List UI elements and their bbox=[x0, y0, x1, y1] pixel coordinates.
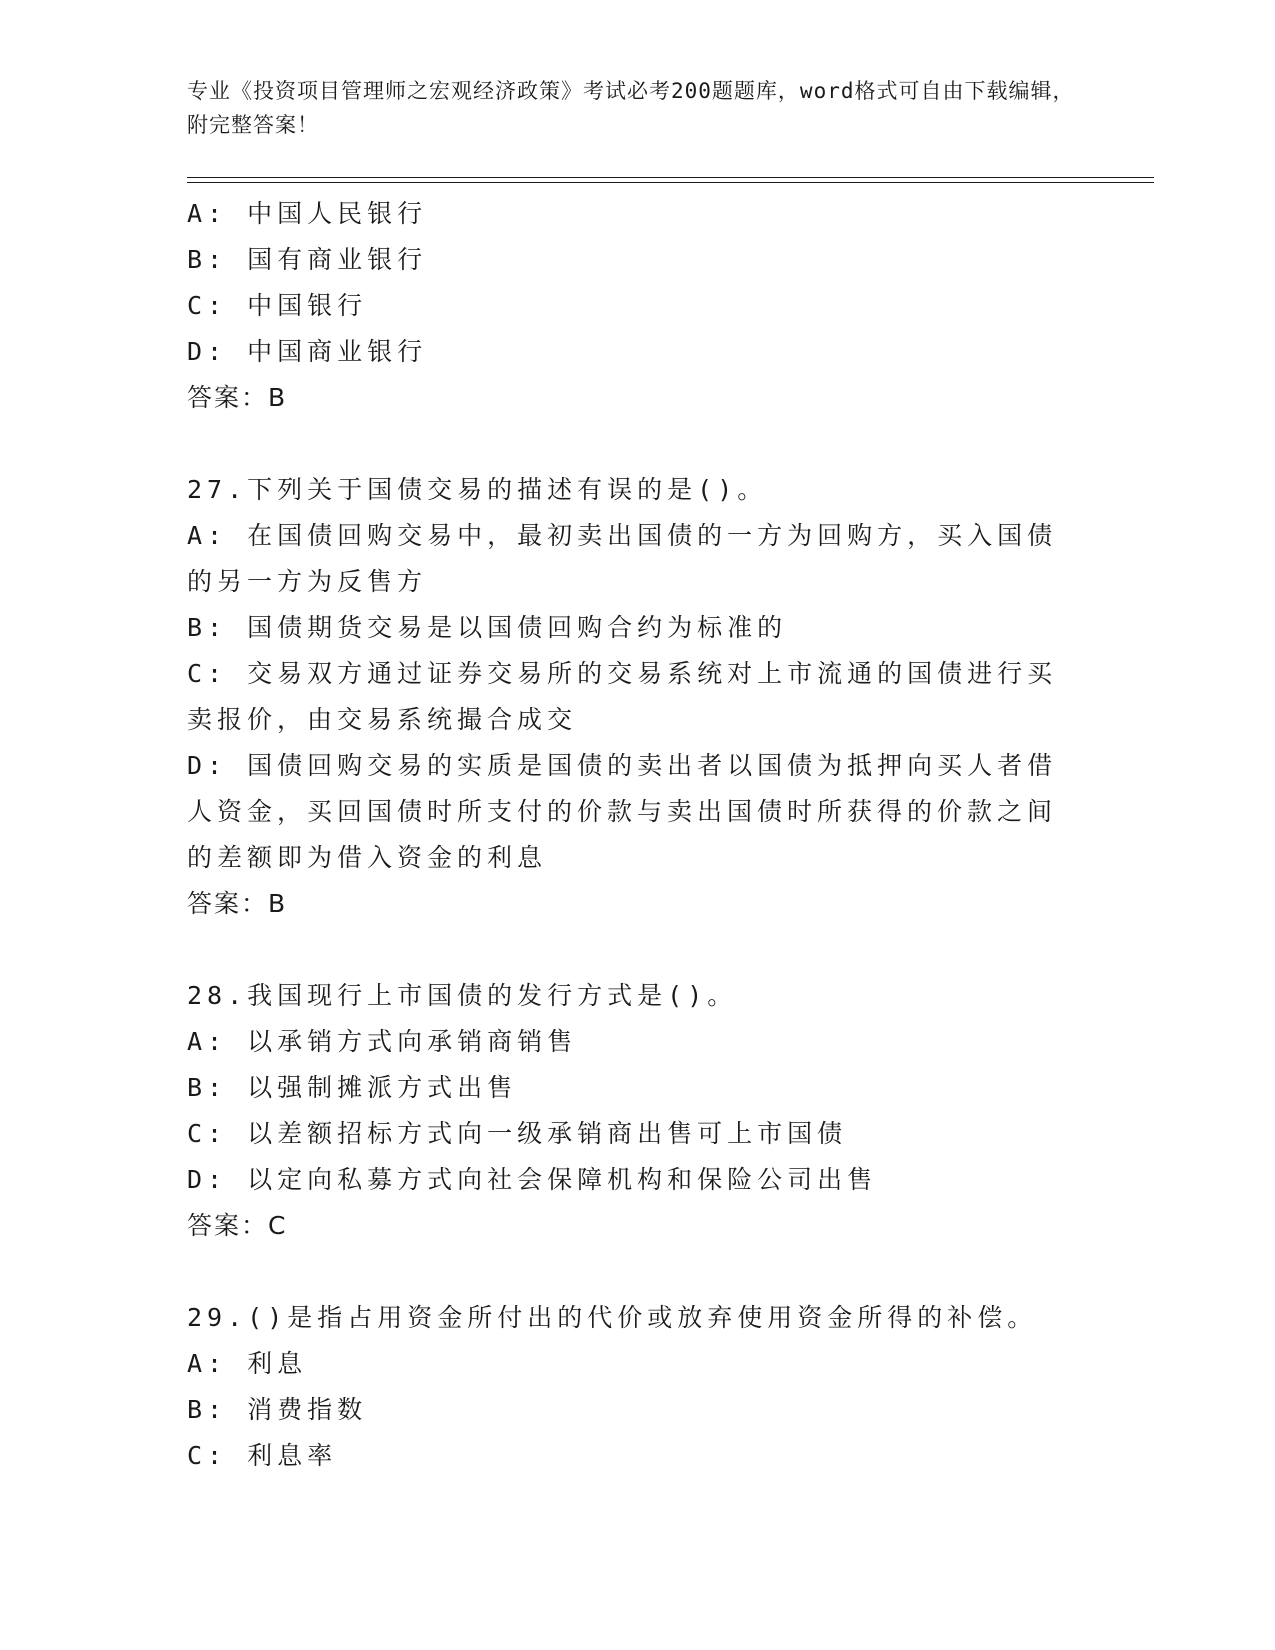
header-rule-top bbox=[187, 177, 1154, 178]
header-rule-bottom bbox=[187, 182, 1154, 183]
question-block-29 bbox=[187, 1295, 1087, 1479]
question-block-26 bbox=[187, 191, 1087, 421]
option-b: B: 消费指数 bbox=[187, 1395, 368, 1424]
option-b: B: 国债期货交易是以国债回购合约为标准的 bbox=[187, 613, 788, 642]
answer-line: 答案：B bbox=[187, 383, 288, 412]
document-header: 专业《投资项目管理师之宏观经济政策》考试必考200题题库，word格式可自由下载编辑，附完整答案！ bbox=[187, 79, 1075, 137]
option-a: A: 在国债回购交易中，最初卖出国债的一方为回购方，买入国债的另一方为反售方 bbox=[187, 521, 1058, 596]
option-a: A: 利息 bbox=[187, 1349, 308, 1378]
question-block-28 bbox=[187, 973, 1087, 1249]
question-list bbox=[187, 191, 1087, 1479]
option-c: C: 中国银行 bbox=[187, 291, 368, 320]
question-text: 27.下列关于国债交易的描述有误的是()。 bbox=[187, 475, 768, 504]
option-c: C: 以差额招标方式向一级承销商出售可上市国债 bbox=[187, 1119, 848, 1148]
answer-line: 答案：C bbox=[187, 1211, 288, 1240]
answer-line: 答案：B bbox=[187, 889, 288, 918]
question-block-27 bbox=[187, 467, 1087, 927]
option-a: A: 中国人民银行 bbox=[187, 199, 428, 228]
block-spacer bbox=[187, 1249, 1087, 1295]
option-b: B: 以强制摊派方式出售 bbox=[187, 1073, 518, 1102]
option-c: C: 交易双方通过证券交易所的交易系统对上市流通的国债进行买卖报价，由交易系统撮合成交 bbox=[187, 659, 1058, 734]
question-text: 28.我国现行上市国债的发行方式是()。 bbox=[187, 981, 738, 1010]
option-d: D: 以定向私募方式向社会保障机构和保险公司出售 bbox=[187, 1165, 878, 1194]
block-spacer bbox=[187, 927, 1087, 973]
option-d: D: 中国商业银行 bbox=[187, 337, 428, 366]
option-a: A: 以承销方式向承销商销售 bbox=[187, 1027, 578, 1056]
option-d: D: 国债回购交易的实质是国债的卖出者以国债为抵押向买人者借人资金，买回国债时所支付的价款与卖出国债时所获得的价款之间的差额即为借入资金的利息 bbox=[187, 751, 1058, 872]
question-text: 29.()是指占用资金所付出的代价或放弃使用资金所得的补偿。 bbox=[187, 1303, 1038, 1332]
option-b: B: 国有商业银行 bbox=[187, 245, 428, 274]
block-spacer bbox=[187, 421, 1087, 467]
option-c: C: 利息率 bbox=[187, 1441, 338, 1470]
